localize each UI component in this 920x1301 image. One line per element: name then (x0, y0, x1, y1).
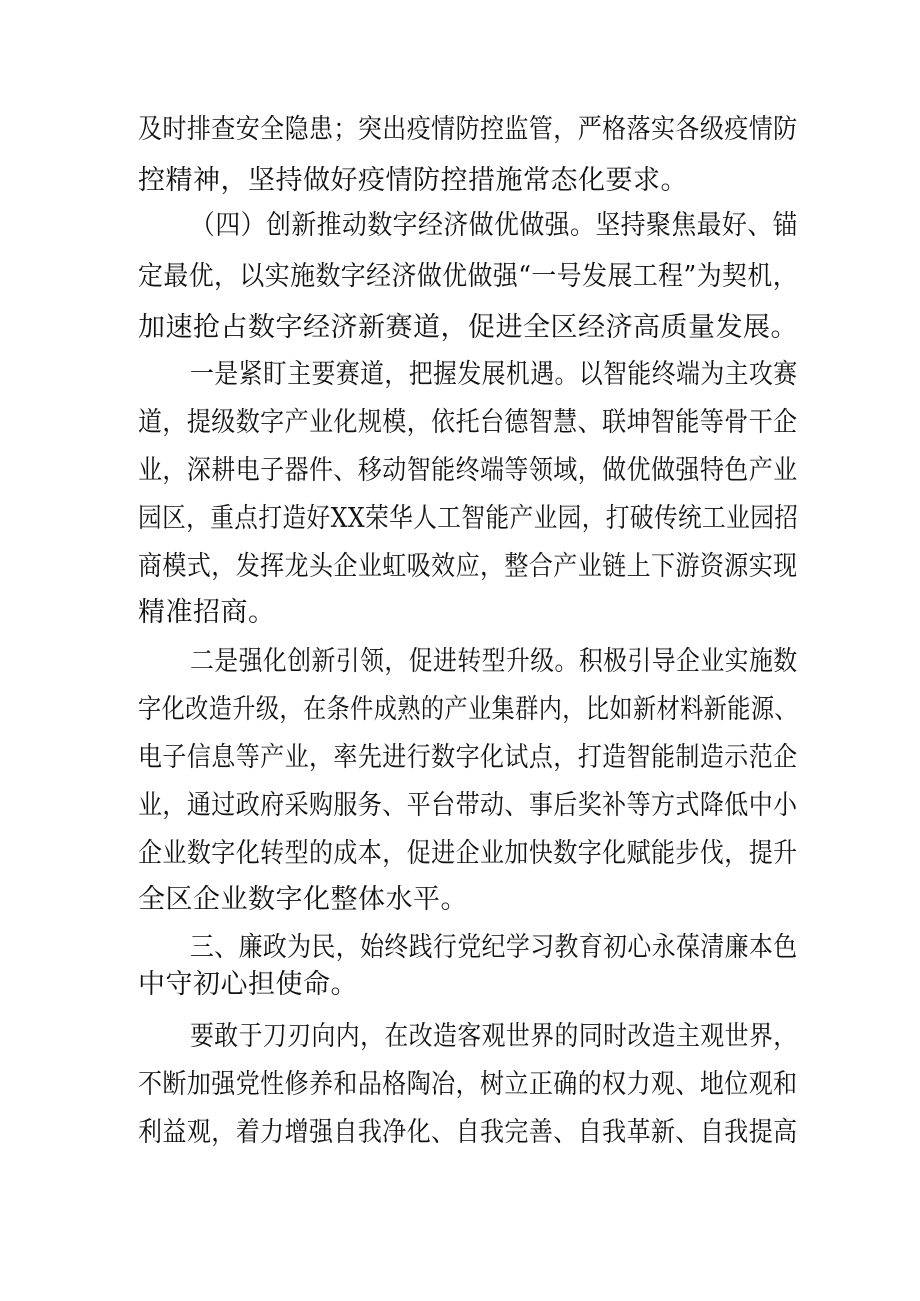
p3-line-6: 精准招商。 (138, 597, 276, 628)
p6-line-3: 利益观，着力增强自我净化、自我完善、自我革新、自我提高 (138, 1117, 798, 1148)
p3-line-1: 一是紧盯主要赛道，把握发展机遇。以智能终端为主攻赛 (190, 359, 798, 390)
p1-line-1: 及时排查安全隐患；突出疫情防控监管，严格落实各级疫情防 (138, 114, 798, 145)
p6-line-2: 不断加强党性修养和品格陶冶，树立正确的权力观、地位观和 (138, 1069, 798, 1100)
p2-line-3: 加速抢占数字经济新赛道，促进全区经济高质量发展。 (138, 312, 798, 343)
p4-line-1: 二是强化创新引领，促进转型升级。积极引导企业实施数 (190, 646, 798, 677)
p3-line-5: 商模式，发挥龙头企业虹吸效应，整合产业链上下游资源实现 (138, 551, 798, 582)
p4-line-2: 字化改造升级，在条件成熟的产业集群内，比如新材料新能源、 (138, 694, 798, 725)
p5-line-2: 中守初心担使命。 (138, 969, 358, 1000)
p4-line-5: 企业数字化转型的成本，促进企业加快数字化赋能步伐，提升 (138, 838, 798, 869)
p4-line-6: 全区企业数字化整体水平。 (138, 884, 468, 915)
p3-line-2: 道，提级数字产业化规模，依托台德智慧、联坤智能等骨干企 (138, 407, 798, 438)
p2-line-2: 定最优，以实施数字经济做优做强“一号发展工程”为契机， (138, 261, 799, 292)
p2-line-1: （四）创新推动数字经济做优做强。坚持聚焦最好、锚 (190, 210, 798, 241)
p1-line-2: 控精神，坚持做好疫情防控措施常态化要求。 (138, 165, 688, 196)
p4-line-4: 业，通过政府采购服务、平台带动、事后奖补等方式降低中小 (138, 790, 798, 821)
p3-line-4: 园区，重点打造好XX荣华人工智能产业园，打破传统工业园招 (138, 503, 799, 534)
p5-line-1: 三、廉政为民，始终践行党纪学习教育初心永葆清廉本色 (190, 932, 798, 963)
p3-line-3: 业，深耕电子器件、移动智能终端等领域，做优做强特色产业 (138, 455, 798, 486)
p6-line-1: 要敢于刀刃向内，在改造客观世界的同时改造主观世界， (190, 1021, 798, 1052)
p4-line-3: 电子信息等产业，率先进行数字化试点，打造智能制造示范企 (138, 742, 798, 773)
